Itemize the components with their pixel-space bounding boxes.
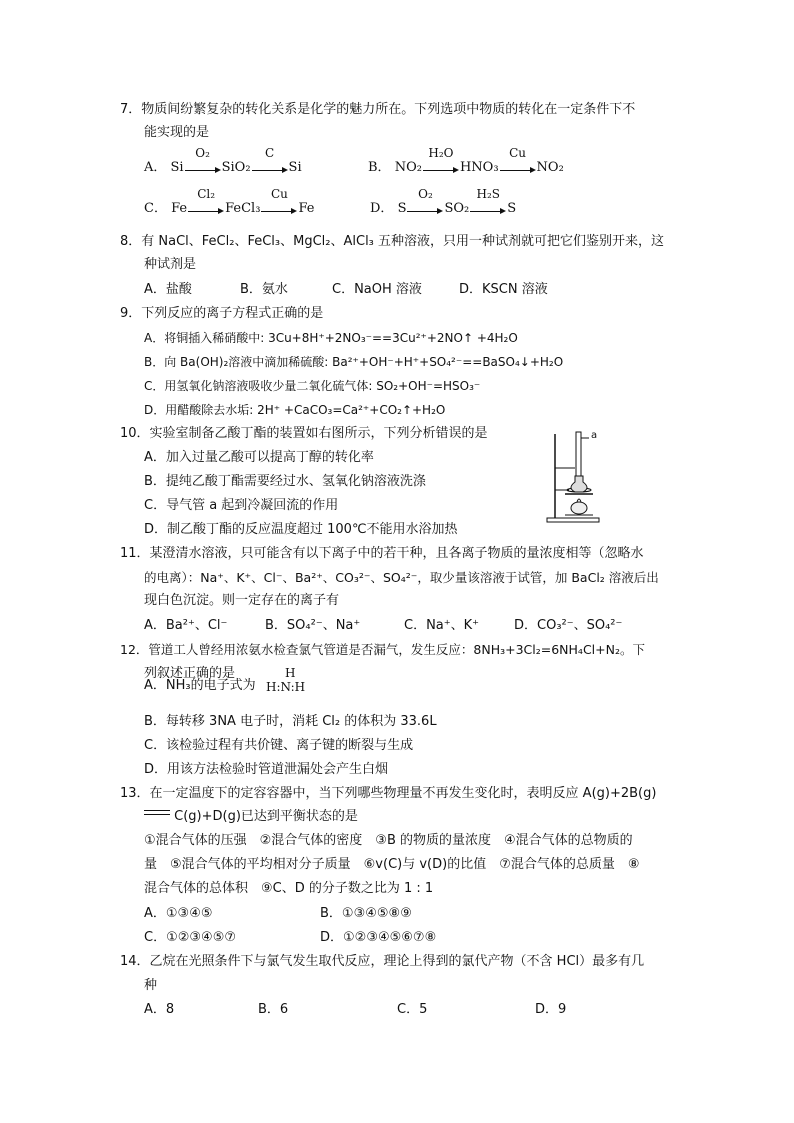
- q12-option-b: B．每转移 3NA 电子时，消耗 Cl₂ 的体积为 33.6L: [144, 714, 437, 729]
- reaction-arrow: [185, 146, 221, 173]
- q11-option-d: D．CO₃²⁻、SO₄²⁻: [514, 618, 623, 633]
- q12-option-a: A．NH₃的电子式为: [144, 678, 256, 693]
- species: SiO₂: [221, 160, 251, 175]
- q8-stem-line1: 8．有 NaCl、FeCl₂、FeCl₃、MgCl₂、AlCl₃ 五种溶液，只用一种试剂就可把它们鉴别开来，这: [120, 234, 665, 249]
- q14-option-d: D．9: [535, 1002, 567, 1017]
- nh3-lewis-structure: H:N:H: [266, 680, 306, 694]
- species: NO₂: [394, 160, 422, 175]
- reagent: H₂S: [476, 187, 501, 201]
- reaction-arrow: [470, 187, 506, 214]
- tube-label-a: a: [591, 430, 598, 441]
- q14-stem-line2: 种: [144, 978, 158, 993]
- q11-option-b: B．SO₄²⁻、Na⁺: [265, 618, 361, 633]
- reagent: Cu: [270, 187, 288, 201]
- q9-option-c: C．用氢氧化钠溶液吸收少量二氧化硫气体: SO₂+OH⁻=HSO₃⁻: [144, 379, 481, 393]
- esterification-apparatus-figure: [545, 430, 605, 525]
- reagent: Cl₂: [197, 187, 216, 201]
- q14-option-b: B．6: [258, 1002, 289, 1017]
- species: Si: [170, 160, 184, 175]
- reagent: Cu: [509, 146, 526, 160]
- species: SO₂: [444, 201, 470, 216]
- q8-option-a: A．盐酸: [144, 282, 192, 297]
- q8-stem-line2: 种试剂是: [144, 257, 197, 272]
- q13-stem-line5: 混合气体的总体积 ⑨C、D 的分子数之比为 1 : 1: [144, 881, 434, 896]
- q7-option-b: [368, 146, 564, 178]
- q9-stem: 9．下列反应的离子方程式正确的是: [120, 306, 324, 321]
- q9-option-b: B．向 Ba(OH)₂溶液中滴加稀硫酸: Ba²⁺+OH⁻+H⁺+SO₄²⁻==BaSO₄↓+H₂O: [144, 355, 564, 369]
- q13-option-a: A．①③④⑤: [144, 906, 213, 921]
- q10-option-d: D．制乙酸丁酯的反应温度超过 100℃不能用水浴加热: [144, 522, 458, 537]
- reaction-arrow: [261, 187, 297, 214]
- q13-stem-line4: 量 ⑤混合气体的平均相对分子质量 ⑥v(C)与 v(D)的比值 ⑦混合气体的总质量 ⑧: [144, 857, 640, 872]
- q11-stem-line2: 的电离）：Na⁺、K⁺、Cl⁻、Ba²⁺、CO₃²⁻、SO₄²⁻，取少量该溶液于试管，加 BaCl₂ 溶液后出: [144, 570, 659, 585]
- species: Si: [288, 160, 302, 175]
- reaction-arrow: [188, 187, 224, 214]
- q11-option-a: A．Ba²⁺、Cl⁻: [144, 618, 228, 633]
- nh3-lewis-structure-top: H: [285, 666, 296, 680]
- q13-option-d: D．①②③④⑤⑥⑦⑧: [320, 930, 437, 945]
- species: HNO₃: [459, 160, 499, 175]
- q11-option-c: C．Na⁺、K⁺: [404, 618, 480, 633]
- species: NO₂: [536, 160, 564, 175]
- reagent: O₂: [418, 187, 433, 201]
- reaction-arrow: [423, 146, 459, 173]
- q12-stem-line1: 12．管道工人曾经用浓氨水检查氯气管道是否漏气，发生反应：8NH₃+3Cl₂=6NH₄Cl+N₂。下: [120, 642, 645, 657]
- q12-stem-line2: 列叙述正确的是: [144, 666, 236, 681]
- q12-option-d: D．用该方法检验时管道泄漏处会产生白烟: [144, 762, 389, 777]
- q11-stem-line3: 现白色沉淀。则一定存在的离子有: [144, 593, 340, 608]
- q12-option-c: C．该检验过程有共价键、离子键的断裂与生成: [144, 738, 414, 753]
- species: Fe: [298, 201, 315, 216]
- q13-stem-line3: ①混合气体的压强 ②混合气体的密度 ③B 的物质的量浓度 ④混合气体的总物质的: [144, 833, 633, 848]
- species: S: [397, 201, 407, 216]
- reaction-arrow: [407, 187, 443, 214]
- option-label: B．: [368, 160, 391, 175]
- q14-option-a: A．8: [144, 1002, 175, 1017]
- apparatus-drawing: [545, 430, 605, 525]
- q10-stem: 10．实验室制备乙酸丁酯的装置如右图所示，下列分析错误的是: [120, 426, 488, 441]
- reagent: C: [264, 146, 275, 160]
- q13-stem-line2: C(g)+D(g)已达到平衡状态的是: [174, 809, 358, 824]
- q9-option-d: D．用醋酸除去水垢: 2H⁺ +CaCO₃=Ca²⁺+CO₂↑+H₂O: [144, 403, 446, 417]
- q13-option-b: B．①③④⑤⑧⑨: [320, 906, 412, 921]
- q10-option-a: A．加入过量乙酸可以提高丁醇的转化率: [144, 450, 374, 465]
- q8-option-c: C．NaOH 溶液: [332, 282, 422, 297]
- reaction-arrow: [500, 146, 536, 173]
- q10-option-c: C．导气管 a 起到冷凝回流的作用: [144, 498, 339, 513]
- q8-option-b: B．氨水: [240, 282, 288, 297]
- option-label: D．: [370, 201, 394, 216]
- q11-stem-line1: 11．某澄清水溶液，只可能含有以下离子中的若干种，且各离子物质的量浓度相等（忽略水: [120, 546, 644, 561]
- species: S: [507, 201, 517, 216]
- q7-option-c: [144, 187, 315, 219]
- q7-option-d: [370, 187, 517, 219]
- q7-stem-line2: 能实现的是: [144, 125, 210, 140]
- q8-option-d: D．KSCN 溶液: [459, 282, 548, 297]
- species: FeCl₃: [225, 201, 261, 216]
- q13-stem-line2-wrap: [144, 807, 358, 827]
- q14-stem-line1: 14．乙烷在光照条件下与氯气发生取代反应，理论上得到的氯代产物（不含 HCl）最多有几: [120, 954, 645, 969]
- q10-option-b: B．提纯乙酸丁酯需要经过水、氢氧化钠溶液洗涤: [144, 474, 426, 489]
- reagent: H₂O: [428, 146, 454, 160]
- q7-option-a: [144, 146, 302, 178]
- species: Fe: [171, 201, 188, 216]
- q7-stem-line1: 7．物质间纷繁复杂的转化关系是化学的魅力所在。下列选项中物质的转化在一定条件下不: [120, 102, 636, 117]
- q14-option-c: C．5: [397, 1002, 428, 1017]
- option-label: A．: [144, 160, 167, 175]
- option-label: C．: [144, 201, 167, 216]
- q13-option-c: C．①②③④⑤⑦: [144, 930, 237, 945]
- equilibrium-arrow-icon: [144, 808, 170, 818]
- q13-stem-line1: 13．在一定温度下的定容容器中，当下列哪些物理量不再发生变化时，表明反应 A(g)+2B(g): [120, 786, 657, 801]
- q9-option-a: A．将铜插入稀硝酸中: 3Cu+8H⁺+2NO₃⁻==3Cu²⁺+2NO↑ +4H₂O: [144, 331, 518, 345]
- reagent: O₂: [195, 146, 210, 160]
- reaction-arrow: [252, 146, 288, 173]
